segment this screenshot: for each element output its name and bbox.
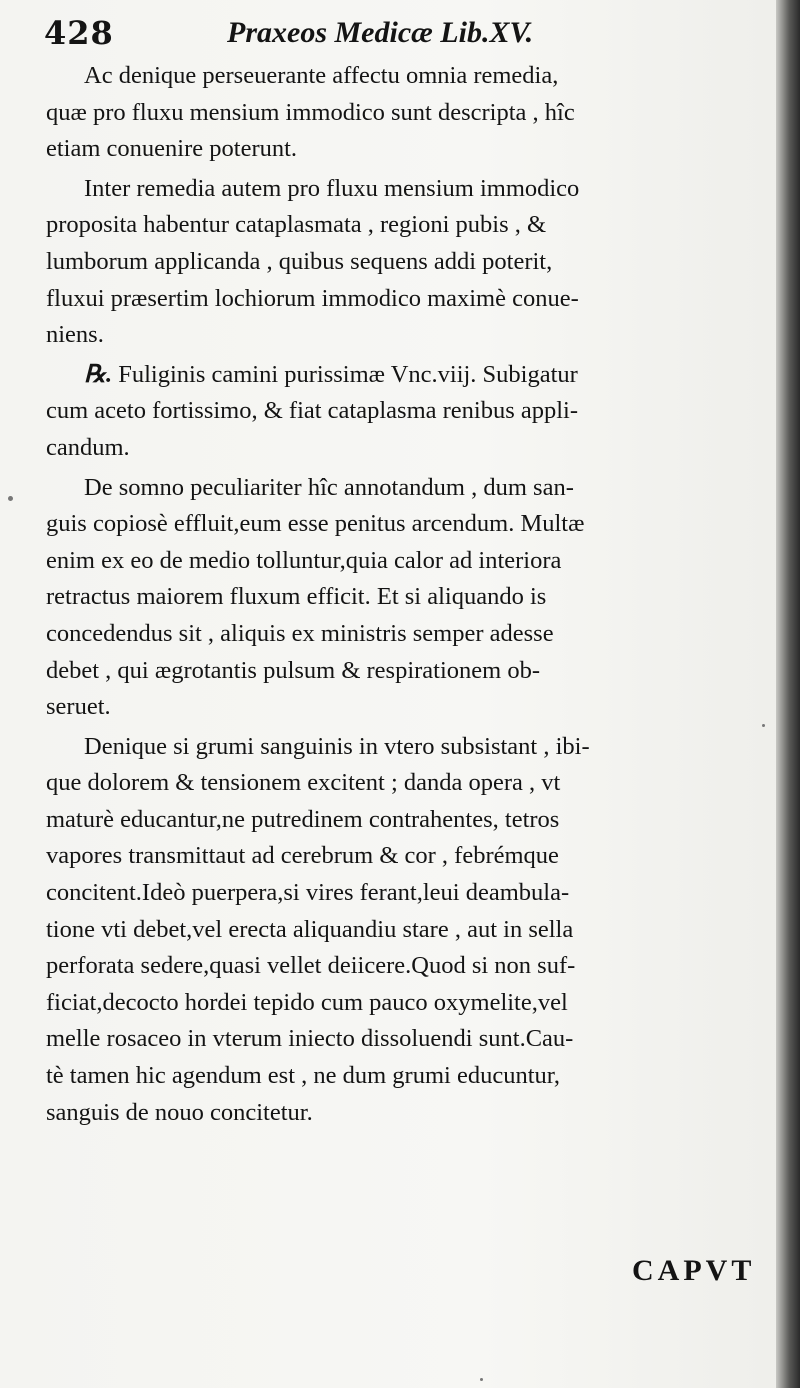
text-line: lumborum applicanda , quibus sequens addi poterit, (46, 247, 553, 275)
text-line: quæ pro fluxu mensium immodico sunt descripta , hîc (46, 98, 575, 126)
text-line: fluxui præsertim lochiorum immodico maximè conue- (46, 284, 579, 312)
paragraph-5 (46, 729, 758, 1132)
text-line: etiam conuenire poterunt. (46, 135, 298, 163)
text-line: proposita habentur cataplasmata , regioni pubis , & (46, 211, 547, 239)
text-line: ficiat,decocto hordei tepido cum pauco oxymelite,vel (46, 988, 568, 1016)
text-line: Denique si grumi sanguinis in vtero subsistant , ibi- (84, 732, 590, 760)
body-text (46, 58, 758, 1134)
text-line: Inter remedia autem pro fluxu mensium immodico (84, 174, 580, 202)
text-line: enim ex eo de medio tolluntur,quia calor ad interiora (46, 546, 562, 574)
text-line: niens. (46, 321, 104, 349)
page-number: 428 (44, 14, 114, 52)
text-line: Ac denique perseuerante affectu omnia remedia, (84, 62, 559, 89)
text-line: melle rosaceo in vterum iniecto dissoluendi sunt.Cau- (46, 1025, 574, 1053)
text-line: maturè educantur,ne putredinem contrahentes, tetros (46, 805, 560, 833)
page-gutter-shadow (776, 0, 800, 1388)
text-line: tione vti debet,vel erecta aliquandiu stare , aut in sella (46, 915, 574, 943)
recipe-first-line: Fuliginis camini purissimæ Vnc.viij. Subigatur (118, 360, 578, 388)
paragraph-1 (46, 58, 758, 168)
text-line: De somno peculiariter hîc annotandum , dum san- (84, 473, 574, 501)
ink-speck (8, 496, 13, 501)
catchword: CAPVT (632, 1254, 756, 1287)
ink-speck (480, 1378, 483, 1381)
text-line: que dolorem & tensionem excitent ; danda opera , vt (46, 769, 561, 797)
text-line: debet , qui ægrotantis pulsum & respirationem ob- (46, 656, 541, 684)
running-title: Praxeos Medicæ Lib.XV. (227, 16, 534, 49)
text-line: vapores transmittaut ad cerebrum & cor , febrémque (46, 842, 559, 870)
text-line: tè tamen hic agendum est , ne dum grumi educuntur, (46, 1062, 561, 1090)
text-line (46, 357, 758, 394)
paragraph-4 (46, 470, 758, 726)
paragraph-2 (46, 171, 758, 354)
text-line: retractus maiorem fluxum efficit. Et si aliquando is (46, 583, 547, 611)
text-line: concitent.Ideò puerpera,si vires ferant,leui deambula- (46, 879, 570, 907)
text-line: guis copiosè effluit,eum esse penitus arcendum. Multæ (46, 510, 585, 538)
paragraph-recipe (46, 357, 758, 467)
text-line: perforata sedere,quasi vellet deiicere.Quod si non suf- (46, 952, 576, 980)
text-line: cum aceto fortissimo, & fiat cataplasma renibus appli- (46, 397, 579, 425)
ink-speck (762, 724, 765, 727)
text-line: concedendus sit , aliquis ex ministris semper adesse (46, 619, 554, 647)
text-line: candum. (46, 433, 130, 461)
page-header (44, 14, 764, 58)
recipe-symbol: ℞. (84, 360, 113, 388)
text-line: seruet. (46, 693, 111, 721)
text-line: sanguis de nouo concitetur. (46, 1098, 313, 1126)
